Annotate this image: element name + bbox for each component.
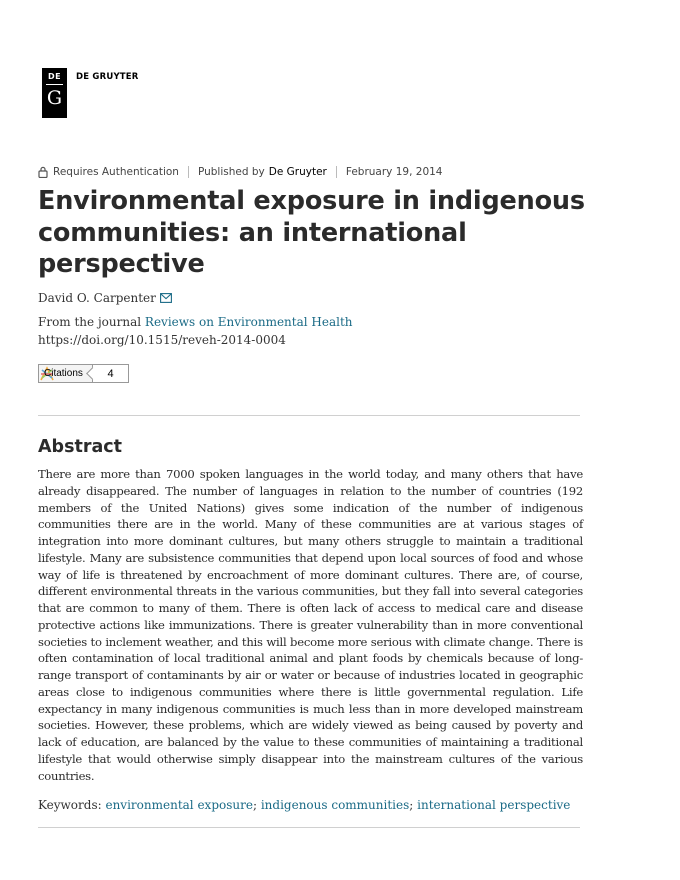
journal-prefix: From the journal — [38, 315, 142, 329]
article-title: Environmental exposure in indigenous communities: an international perspective — [38, 186, 585, 279]
citations-badge[interactable] — [38, 364, 129, 383]
journal-link[interactable]: Reviews on Environmental Health — [144, 315, 353, 329]
mail-icon[interactable] — [160, 293, 172, 303]
article-meta — [38, 166, 442, 178]
citations-label-box — [38, 364, 93, 383]
publisher-logo[interactable] — [42, 68, 139, 118]
abstract-heading: Abstract — [38, 437, 123, 457]
meta-divider — [188, 166, 189, 178]
author-name[interactable]: David O. Carpenter — [38, 291, 156, 305]
publish-date: February 19, 2014 — [345, 166, 443, 178]
keyword-separator: ; — [409, 798, 414, 812]
abstract-text: There are more than 7000 spoken languages in the world today, and many others that have already disappeared. The number of languages in relation to the number of countries (192 members of the United Nations) gives some indication of the number of indigenous communities there are in the world. Many of these communities are at various stages of integration into more dominant cultures, but many others struggle to maintain a traditional lifestyle. Many are subsistence communities that depend upon local sources of food and whose way of life is threatened by encroachment of more dominant cultures. There are, of course, different environmental threats in the various communities, but they fall into several categories that are common to many of them. There is often lack of access to medical care and disease protective actions like immunizations. There is greater vulnerability than in more conventional societies to inclement weather, and this will become more serious with climate change. There is often contamination of local traditional animal and plant foods by chemicals because of long-range transport of contaminants by air or water or because of industries located in geographic areas close to indigenous communities where there is little governmental regulation. Life expectancy in many indigenous communities is much less than in more developed mainstream societies. However, these problems, which are widely viewed as being caused by poverty and lack of education, are balanced by the value to these communities of maintaining a traditional lifestyle that would otherwise simply disappear into the mainstream cultures of the various countries. — [38, 467, 583, 783]
section-divider — [38, 827, 580, 828]
citations-count: 4 — [92, 364, 129, 383]
logo-wordmark: DE GRUYTER — [76, 72, 139, 82]
publisher-name: De Gruyter — [268, 166, 327, 178]
keyword-link[interactable]: indigenous communities — [260, 798, 410, 812]
section-divider — [38, 415, 580, 416]
citations-label: Citations — [44, 368, 83, 379]
lock-icon — [38, 166, 48, 178]
keywords-line — [38, 798, 570, 812]
meta-divider — [336, 166, 337, 178]
journal-line — [38, 315, 353, 329]
keywords-label: Keywords: — [38, 798, 102, 812]
logo-box-bottom: G — [46, 87, 63, 109]
logo-box — [42, 68, 67, 118]
logo-divider — [46, 84, 63, 85]
doi-link[interactable]: https://doi.org/10.1515/reveh-2014-0004 — [38, 333, 286, 347]
logo-box-top: DE — [47, 72, 62, 81]
keyword-link[interactable]: environmental exposure — [105, 798, 253, 812]
keyword-link[interactable]: international perspective — [417, 798, 571, 812]
keyword-separator: ; — [252, 798, 257, 812]
author-line — [38, 291, 172, 305]
access-status: Requires Authentication — [53, 166, 179, 178]
published-by-label: Published by — [197, 166, 265, 178]
